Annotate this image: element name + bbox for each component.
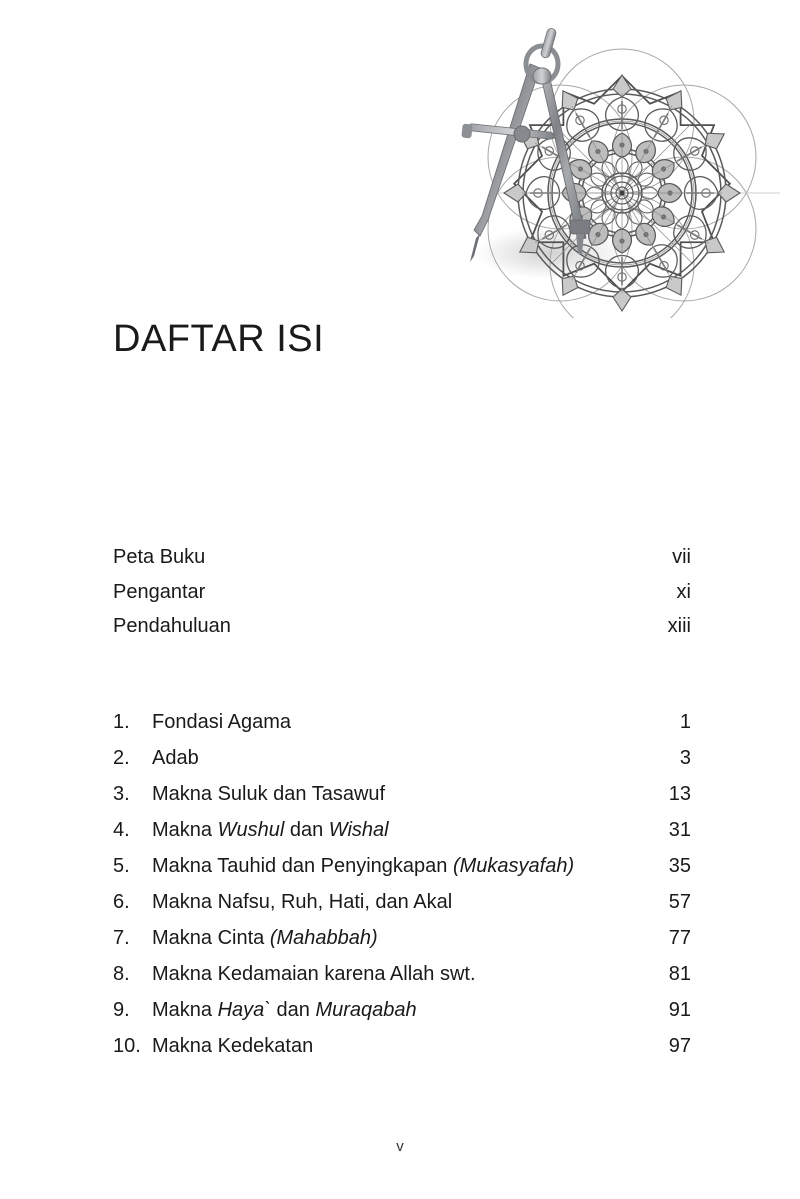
drafting-compass [461, 27, 590, 262]
toc-entry-page-number: xiii [667, 615, 691, 637]
toc-entry-page-number: 31 [668, 818, 691, 841]
toc-entry-label: Makna Wushul dan Wishal [152, 818, 389, 841]
toc-entry-number: 10. [113, 1034, 141, 1057]
toc-entry-page-number: 3 [679, 746, 691, 769]
toc-frontmatter-row[interactable] [113, 540, 691, 575]
toc-chapter-row[interactable] [113, 740, 691, 776]
toc-frontmatter-row[interactable] [113, 609, 691, 644]
toc-entry-page-number: 91 [668, 998, 691, 1021]
toc-entry-number: 2. [113, 746, 130, 769]
toc-entry-number: 8. [113, 962, 130, 985]
toc-chapter-row[interactable] [113, 812, 691, 848]
toc-entry-label: Makna Nafsu, Ruh, Hati, dan Akal [152, 890, 453, 913]
toc-entry-label: Adab [152, 746, 199, 769]
toc-entry-label: Peta Buku [113, 546, 206, 568]
toc-entry-label: Makna Suluk dan Tasawuf [152, 782, 386, 805]
toc-entry-page-number: 57 [668, 890, 691, 913]
toc-entry-page-number: 97 [668, 1034, 691, 1057]
mandala-motif [504, 75, 740, 311]
toc-entry-number: 1. [113, 710, 130, 733]
toc-entry-number: 9. [113, 998, 130, 1021]
toc-entry-label: Pengantar [113, 580, 206, 603]
flower-of-life-circles [488, 49, 756, 318]
toc-entry-page-number: 13 [668, 782, 691, 805]
folio-page-number: v [396, 1138, 404, 1155]
toc-chapter-row[interactable] [113, 704, 691, 740]
chapter-list [113, 704, 691, 1064]
page-title-block [113, 318, 713, 362]
toc-entry-page-number: 81 [668, 962, 691, 985]
toc-entry-page-number: vii [672, 546, 691, 568]
toc-entry-page-number: 1 [679, 710, 691, 733]
toc-chapter-row[interactable] [113, 1028, 691, 1064]
toc-entry-label: Makna Tauhid dan Penyingkapan (Mukasyafah) [152, 854, 575, 877]
toc-entry-label: Pendahuluan [113, 615, 231, 637]
toc-entry-label: Fondasi Agama [152, 710, 291, 733]
page-title: DAFTAR ISI [113, 318, 325, 360]
toc-chapter-row[interactable] [113, 956, 691, 992]
toc-frontmatter-row[interactable] [113, 575, 691, 610]
toc-entry-label: Makna Kedamaian karena Allah swt. [152, 962, 476, 985]
toc-chapter-row[interactable] [113, 776, 691, 812]
table-of-contents [113, 540, 691, 1064]
toc-entry-label: Makna Kedekatan [152, 1034, 314, 1057]
toc-entry-page-number: 77 [668, 926, 691, 949]
toc-chapter-row[interactable] [113, 920, 691, 956]
frontmatter-list [113, 540, 691, 644]
toc-entry-label: Makna Haya` dan Muraqabah [152, 998, 417, 1021]
compass-and-mandala-illustration [430, 18, 780, 318]
toc-entry-number: 3. [113, 782, 130, 805]
toc-entry-number: 4. [113, 818, 130, 841]
toc-entry-number: 6. [113, 890, 130, 913]
toc-entry-page-number: 35 [668, 854, 691, 877]
toc-entry-number: 5. [113, 854, 130, 877]
toc-entry-label: Makna Cinta (Mahabbah) [152, 926, 378, 949]
toc-entry-page-number: xi [676, 580, 691, 603]
toc-entry-number: 7. [113, 926, 130, 949]
toc-chapter-row[interactable] [113, 992, 691, 1028]
toc-chapter-row[interactable] [113, 848, 691, 884]
toc-chapter-row[interactable] [113, 884, 691, 920]
